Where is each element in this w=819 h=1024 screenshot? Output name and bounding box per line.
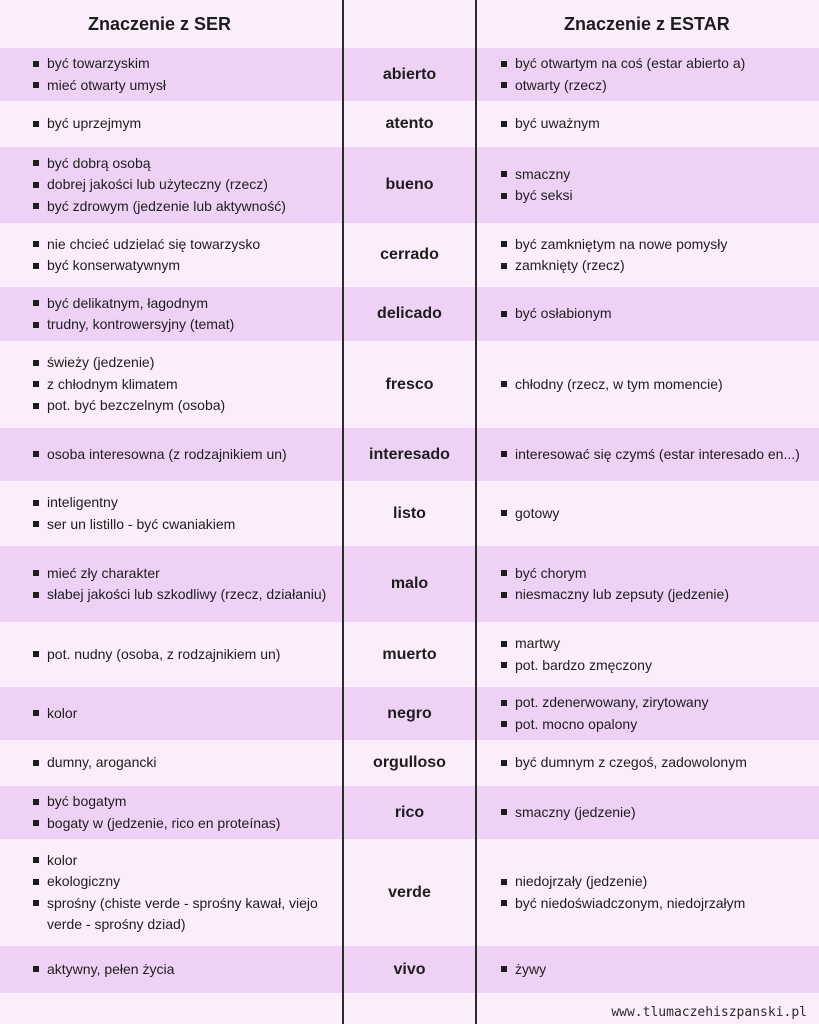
ser-meaning-item: ser un listillo - być cwaniakiem <box>33 514 330 536</box>
estar-meaning-item: być chorym <box>501 563 809 585</box>
table-row <box>0 147 819 223</box>
estar-meaning-item: pot. bardzo zmęczony <box>501 655 809 677</box>
ser-meaning-item: świeży (jedzenie) <box>33 352 330 374</box>
estar-meanings <box>477 786 819 839</box>
ser-meaning-item: sprośny (chiste verde - sprośny kawał, viejo verde - sprośny dziad) <box>33 893 330 936</box>
estar-meaning-item: smaczny <box>501 164 809 186</box>
table-row <box>0 622 819 687</box>
table-row <box>0 740 819 786</box>
adjective-word: negro <box>387 704 432 722</box>
estar-meanings <box>477 223 819 287</box>
ser-meaning-item: osoba interesowna (z rodzajnikiem un) <box>33 444 330 466</box>
ser-meaning-item: dumny, arogancki <box>33 752 330 774</box>
adjective-word: listo <box>393 504 426 522</box>
estar-meaning-item: być uważnym <box>501 113 809 135</box>
adjective-word: vivo <box>393 960 426 978</box>
estar-meanings <box>477 481 819 546</box>
estar-meanings <box>477 147 819 223</box>
estar-meanings <box>477 48 819 101</box>
estar-meanings <box>477 101 819 147</box>
adjective-word: rico <box>394 803 425 821</box>
estar-meaning-item: interesować się czymś (estar interesado en...) <box>501 444 809 466</box>
ser-meaning-item: pot. nudny (osoba, z rodzajnikiem un) <box>33 644 330 666</box>
table-row <box>0 946 819 993</box>
ser-meaning-item: być uprzejmym <box>33 113 330 135</box>
estar-meaning-item: być dumnym z czegoś, zadowolonym <box>501 752 809 774</box>
ser-meaning-item: mieć otwarty umysł <box>33 75 330 97</box>
table-body <box>0 48 819 993</box>
ser-meanings <box>0 946 342 993</box>
ser-meanings <box>0 428 342 481</box>
table-row <box>0 48 819 101</box>
ser-meaning-item: trudny, kontrowersyjny (temat) <box>33 314 330 336</box>
ser-meanings <box>0 223 342 287</box>
ser-meanings <box>0 481 342 546</box>
ser-meanings <box>0 839 342 946</box>
ser-meanings <box>0 622 342 687</box>
ser-meanings <box>0 740 342 786</box>
ser-meaning-item: nie chcieć udzielać się towarzysko <box>33 234 330 256</box>
ser-meanings <box>0 147 342 223</box>
adjective-word: malo <box>390 575 429 592</box>
estar-meanings <box>477 622 819 687</box>
ser-meaning-item: ekologiczny <box>33 871 330 893</box>
ser-meaning-item: aktywny, pełen życia <box>33 959 330 981</box>
estar-meaning-item: pot. mocno opalony <box>501 714 809 736</box>
ser-meaning-item: kolor <box>33 703 330 725</box>
estar-meaning-item: być seksi <box>501 185 809 207</box>
ser-meaning-item: być dobrą osobą <box>33 153 330 175</box>
estar-meanings <box>477 740 819 786</box>
ser-meaning-item: być bogatym <box>33 791 330 813</box>
estar-meanings <box>477 428 819 481</box>
footer-website: www.tlumaczehiszpanski.pl <box>611 1005 807 1020</box>
ser-meanings <box>0 687 342 740</box>
adjective-word: cerrado <box>380 246 439 263</box>
ser-meaning-item: dobrej jakości lub użyteczny (rzecz) <box>33 174 330 196</box>
table-row <box>0 223 819 287</box>
estar-meanings <box>477 287 819 341</box>
estar-column-title: Znaczenie z ESTAR <box>564 13 730 34</box>
ser-meaning-item: pot. być bezczelnym (osoba) <box>33 395 330 417</box>
ser-meaning-item: mieć zły charakter <box>33 563 330 585</box>
table-row <box>0 481 819 546</box>
ser-meanings <box>0 287 342 341</box>
ser-meaning-item: słabej jakości lub szkodliwy (rzecz, działaniu) <box>33 584 330 606</box>
estar-meaning-item: być zamkniętym na nowe pomysły <box>501 234 809 256</box>
column-divider-right <box>475 0 477 1024</box>
estar-meaning-item: niedojrzały (jedzenie) <box>501 871 809 893</box>
ser-meaning-item: inteligentny <box>33 492 330 514</box>
column-divider-left <box>342 0 344 1024</box>
ser-meanings <box>0 341 342 428</box>
ser-meaning-item: być konserwatywnym <box>33 255 330 277</box>
estar-meaning-item: martwy <box>501 633 809 655</box>
estar-meaning-item: pot. zdenerwowany, zirytowany <box>501 692 809 714</box>
table-row <box>0 687 819 740</box>
ser-meaning-item: bogaty w (jedzenie, rico en proteínas) <box>33 813 330 835</box>
table-row <box>0 786 819 839</box>
ser-meanings <box>0 786 342 839</box>
table-header <box>0 0 819 48</box>
estar-meanings <box>477 839 819 946</box>
ser-column-title: Znaczenie z SER <box>88 13 232 34</box>
table-row <box>0 546 819 622</box>
estar-meaning-item: żywy <box>501 959 809 981</box>
table-row <box>0 341 819 428</box>
estar-meanings <box>477 946 819 993</box>
estar-meaning-item: niesmaczny lub zepsuty (jedzenie) <box>501 584 809 606</box>
table-row <box>0 428 819 481</box>
ser-meaning-item: z chłodnym klimatem <box>33 374 330 396</box>
table-row <box>0 101 819 147</box>
ser-meaning-item: być zdrowym (jedzenie lub aktywność) <box>33 196 330 218</box>
adjective-word: muerto <box>382 645 437 663</box>
table-row <box>0 287 819 341</box>
estar-meaning-item: otwarty (rzecz) <box>501 75 809 97</box>
ser-meanings <box>0 48 342 101</box>
adjective-word: fresco <box>385 375 434 393</box>
estar-meanings <box>477 341 819 428</box>
estar-meanings <box>477 546 819 622</box>
ser-meaning-item: kolor <box>33 850 330 872</box>
adjective-word: bueno <box>385 176 434 193</box>
adjective-word: interesado <box>369 445 450 463</box>
adjective-word: orgulloso <box>373 754 446 771</box>
estar-meaning-item: chłodny (rzecz, w tym momencie) <box>501 374 809 396</box>
adjective-word: delicado <box>377 305 442 322</box>
ser-meaning-item: być towarzyskim <box>33 53 330 75</box>
estar-meaning-item: być osłabionym <box>501 303 809 325</box>
ser-meanings <box>0 101 342 147</box>
ser-meanings <box>0 546 342 622</box>
estar-meaning-item: gotowy <box>501 503 809 525</box>
table-row <box>0 839 819 946</box>
ser-meaning-item: być delikatnym, łagodnym <box>33 293 330 315</box>
estar-meaning-item: zamknięty (rzecz) <box>501 255 809 277</box>
estar-meaning-item: smaczny (jedzenie) <box>501 802 809 824</box>
adjective-word: atento <box>385 115 434 132</box>
estar-meaning-item: być niedoświadczonym, niedojrzałym <box>501 893 809 915</box>
estar-meaning-item: być otwartym na coś (estar abierto a) <box>501 53 809 75</box>
estar-meanings <box>477 687 819 740</box>
adjective-word: abierto <box>382 65 437 83</box>
adjective-word: verde <box>388 883 431 901</box>
